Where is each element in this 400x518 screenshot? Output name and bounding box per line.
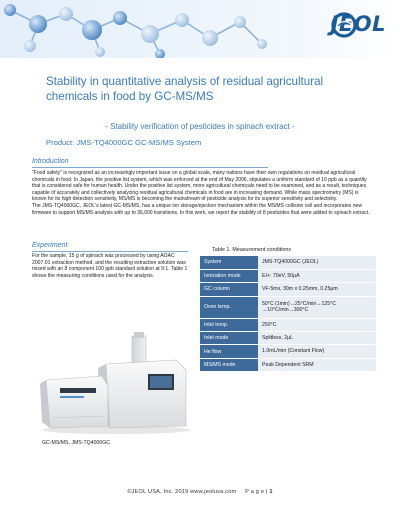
table-row <box>200 332 376 345</box>
table-row <box>200 283 376 296</box>
table-row-value: JMS-TQ4000GC (JEOL) <box>258 256 376 269</box>
document-subtitle: - Stability verification of pesticides in spinach extract - <box>105 122 295 131</box>
experiment-text: For the sample, 15 g of spinach was processed by using AOAC 2007.01 extraction method, and the resulting extraction solution was mixed with an 8 component 100 ppb standard solution at 9:1. Table 1 shows the measuring conditions used for the analysis. <box>32 253 188 279</box>
table-row-label: GC column <box>200 283 258 296</box>
table-row-value: Peak Dependent SRM <box>258 358 376 371</box>
table-row-label: Ionization mode <box>200 269 258 282</box>
page-footer <box>0 489 400 495</box>
table-row <box>200 358 376 371</box>
table-row-value: EI+: 70eV, 50μA <box>258 269 376 282</box>
introduction-heading: Introduction <box>32 158 69 165</box>
instrument-caption: GC-MS/MS, JMS-TQ4000GC <box>42 440 111 446</box>
table-row-label: Inlet mode <box>200 332 258 345</box>
experiment-heading: Experiment <box>32 242 68 249</box>
introduction-paragraph-1: "Food safety" is recognized as an increasingly important issue on a global scale, many nations have their own regulations on residual agricultural chemicals in food. In Japan, the positive list system, which was enforced at the end of May 2006, stipulates a uniform standard of 10 ppb as a quantity that is considered safe for human health. Under the positive list system, more agricultural chemicals need to be examined, and as a result, techniques capable of accurately and collectively analyzing residual agricultural chemicals in food are in increasing demand. While mass spectrometry (MS) is known for its high detection sensitivity, MS/MS is becoming the mainstream of pesticide analysis for its superior sensitivity and selectivity. <box>32 170 367 203</box>
logo-text: JEOL <box>330 12 386 36</box>
table-row-value: 50°C (1min)→25°C/min→125°C →10°C/min→300°C <box>258 296 376 318</box>
table-row <box>200 318 376 331</box>
introduction-rule <box>32 167 268 168</box>
introduction-body <box>32 170 372 216</box>
table-row-label: Oven temp. <box>200 296 258 318</box>
table-row <box>200 345 376 358</box>
product-line: Product: JMS-TQ4000GC GC-MS/MS System <box>46 138 202 147</box>
table-row <box>200 256 376 269</box>
header-banner <box>0 0 400 58</box>
table-row-value: Splitless, 2μL <box>258 332 376 345</box>
introduction-paragraph-2: The JMS-TQ4000GC, JEOL's latest GC-MS/MS, has a unique ion storage/ejection mechanism within the MS/MS collision cell and incorporates new firmware to support MS/MS analysis with up to 36,000 transitions. In this work, we report the stability of 8 pesticides that were added to spinach extract. <box>32 202 370 216</box>
table-row <box>200 296 376 318</box>
footer-page-label: P a g e | <box>245 489 268 495</box>
table-caption: Table 1. Measurement conditions <box>212 247 292 253</box>
table-row-value: VF-5ms, 30m x 0.25mm, 0.25μm <box>258 283 376 296</box>
measurement-conditions-table <box>200 256 376 372</box>
table-row-label: MS/MS mode <box>200 358 258 371</box>
table-row-value: 250°C <box>258 318 376 331</box>
table-row-label: Inlet temp. <box>200 318 258 331</box>
footer-copyright: ©JEOL USA, Inc. 2019 www.jeolusa.com <box>127 489 237 495</box>
document-title: Stability in quantitative analysis of residual agricultural chemicals in food by GC-MS/MS <box>46 75 324 103</box>
table-row <box>200 269 376 282</box>
table-row-label: System <box>200 256 258 269</box>
experiment-rule <box>32 251 188 252</box>
table-row-label: He flow <box>200 345 258 358</box>
jeol-logo <box>331 12 386 36</box>
footer-page-number: 1 <box>269 489 273 495</box>
gc-ms-instrument-image <box>36 330 192 436</box>
table-row-value: 1.0mL/min (Constant Flow) <box>258 345 376 358</box>
jeol-swirl-icon <box>331 12 357 38</box>
